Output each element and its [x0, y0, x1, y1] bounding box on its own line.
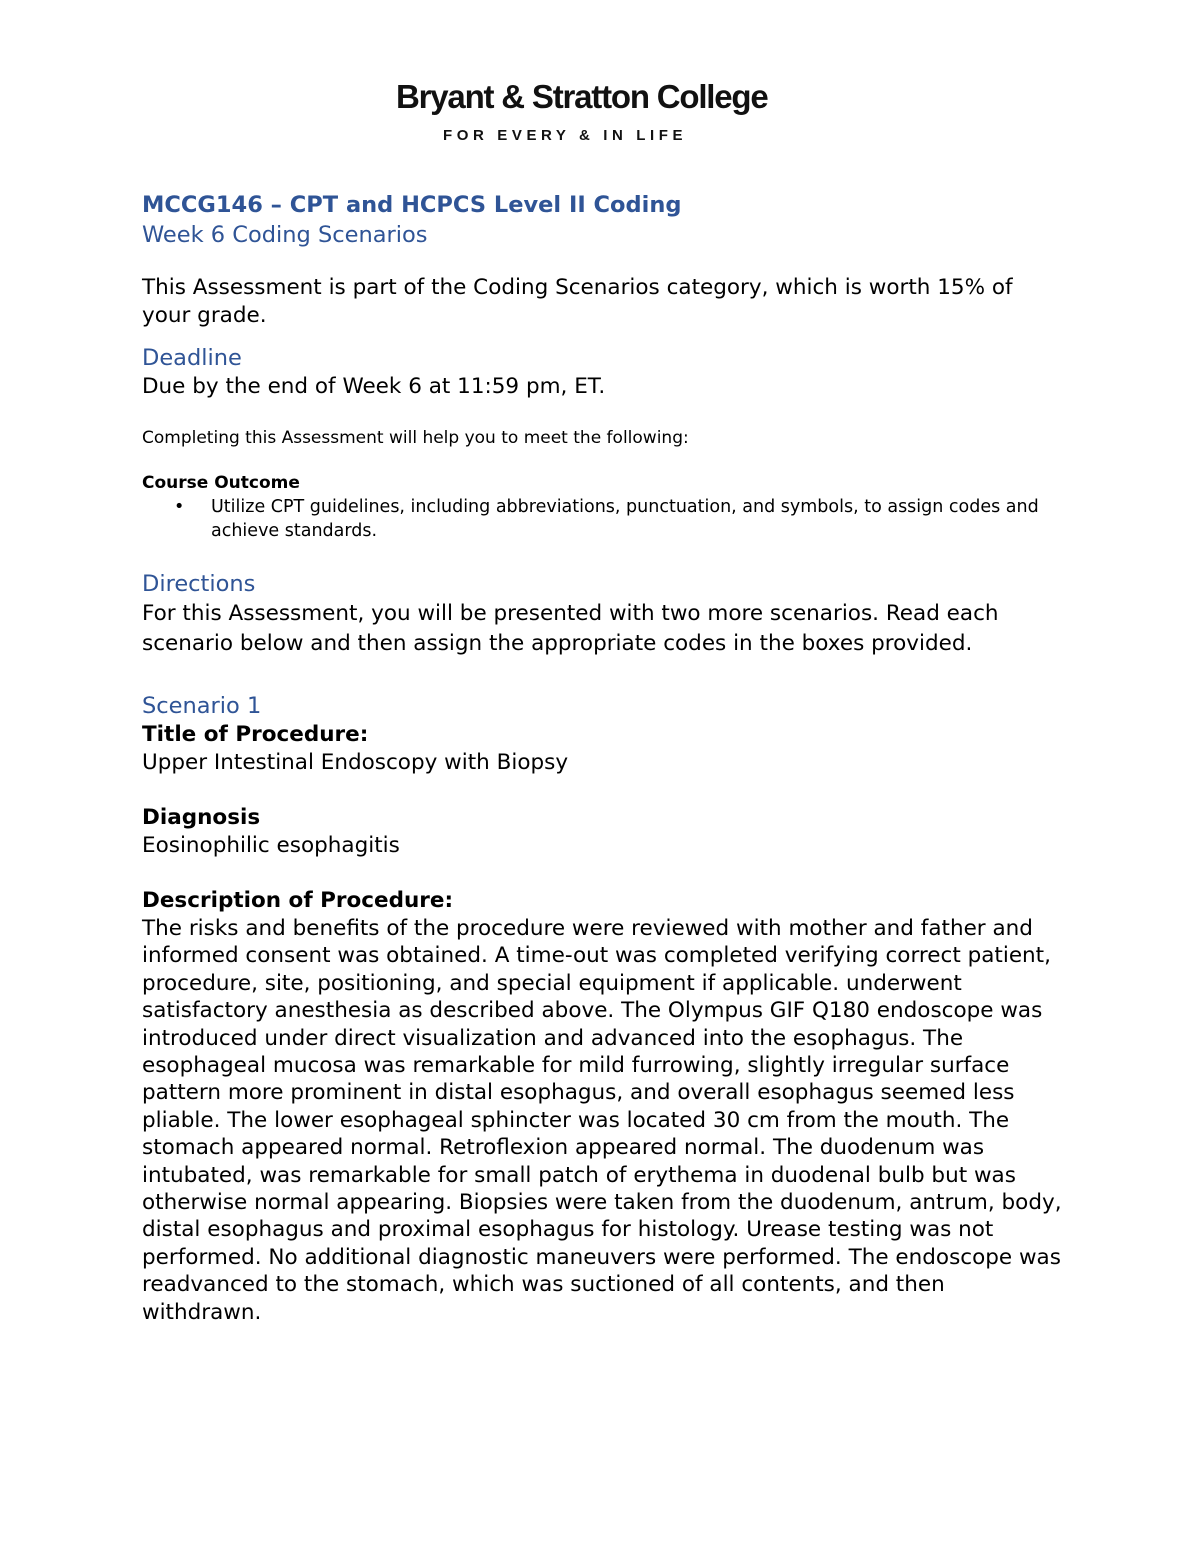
outcomes-lead: Completing this Assessment will help you to meet the following:: [142, 428, 689, 448]
logo-name: Bryant & Stratton College: [396, 78, 768, 115]
assignment-subtitle: Week 6 Coding Scenarios: [142, 222, 428, 248]
directions-heading: Directions: [142, 571, 256, 597]
procedure-title-value: Upper Intestinal Endoscopy with Biopsy: [142, 750, 569, 775]
logo-tagline: FOR EVERY & IN LIFE: [443, 127, 688, 144]
deadline-heading: Deadline: [142, 345, 242, 371]
outcome-list: [142, 495, 1062, 543]
course-outcome-label: Course Outcome: [142, 473, 300, 493]
scenario-heading: Scenario 1: [142, 693, 262, 719]
deadline-text: Due by the end of Week 6 at 11:59 pm, ET.: [142, 374, 606, 399]
college-logo: [396, 78, 816, 144]
procedure-title-label: Title of Procedure:: [142, 722, 369, 747]
outcome-text: Utilize CPT guidelines, including abbreviations, punctuation, and symbols, to assign codes and achieve standards.: [211, 497, 1039, 541]
intro-text: This Assessment is part of the Coding Scenarios category, which is worth 15% of your grade.: [142, 275, 1013, 328]
course-title: MCCG146 – CPT and HCPCS Level II Coding: [142, 192, 682, 218]
bullet-icon: •: [174, 497, 185, 517]
diagnosis-value: Eosinophilic esophagitis: [142, 833, 400, 858]
directions-text: For this Assessment, you will be presented with two more scenarios. Read each scenario below and then assign the appropriate codes in the boxes provided.: [142, 601, 999, 656]
diagnosis-label: Diagnosis: [142, 805, 261, 830]
list-item: [142, 495, 1062, 543]
document-content: [142, 190, 1062, 1326]
description-text: The risks and benefits of the procedure were reviewed with mother and father and informed consent was obtained. A time-out was completed verifying correct patient, procedure, site, positioning, and special equipment if applicable. underwent satisfactory anesthesia as described above. The Olympus GIF Q180 endoscope was introduced under direct visualization and advanced into the esophagus. The esophageal mucosa was remarkable for mild furrowing, slightly irregular surface pattern more prominent in distal esophagus, and overall esophagus seemed less pliable. The lower esophageal sphincter was located 30 cm from the mouth. The stomach appeared normal. Retroflexion appeared normal. The duodenum was intubated, was remarkable for small patch of erythema in duodenal bulb but was otherwise normal appearing. Biopsies were taken from the duodenum, antrum, body, distal esophagus and proximal esophagus for histology. Urease testing was not performed. No additional diagnostic maneuvers were performed. The endoscope was readvanced to the stomach, which was suctioned of all contents, and then withdrawn.: [142, 916, 1062, 1325]
description-label: Description of Procedure:: [142, 888, 454, 913]
